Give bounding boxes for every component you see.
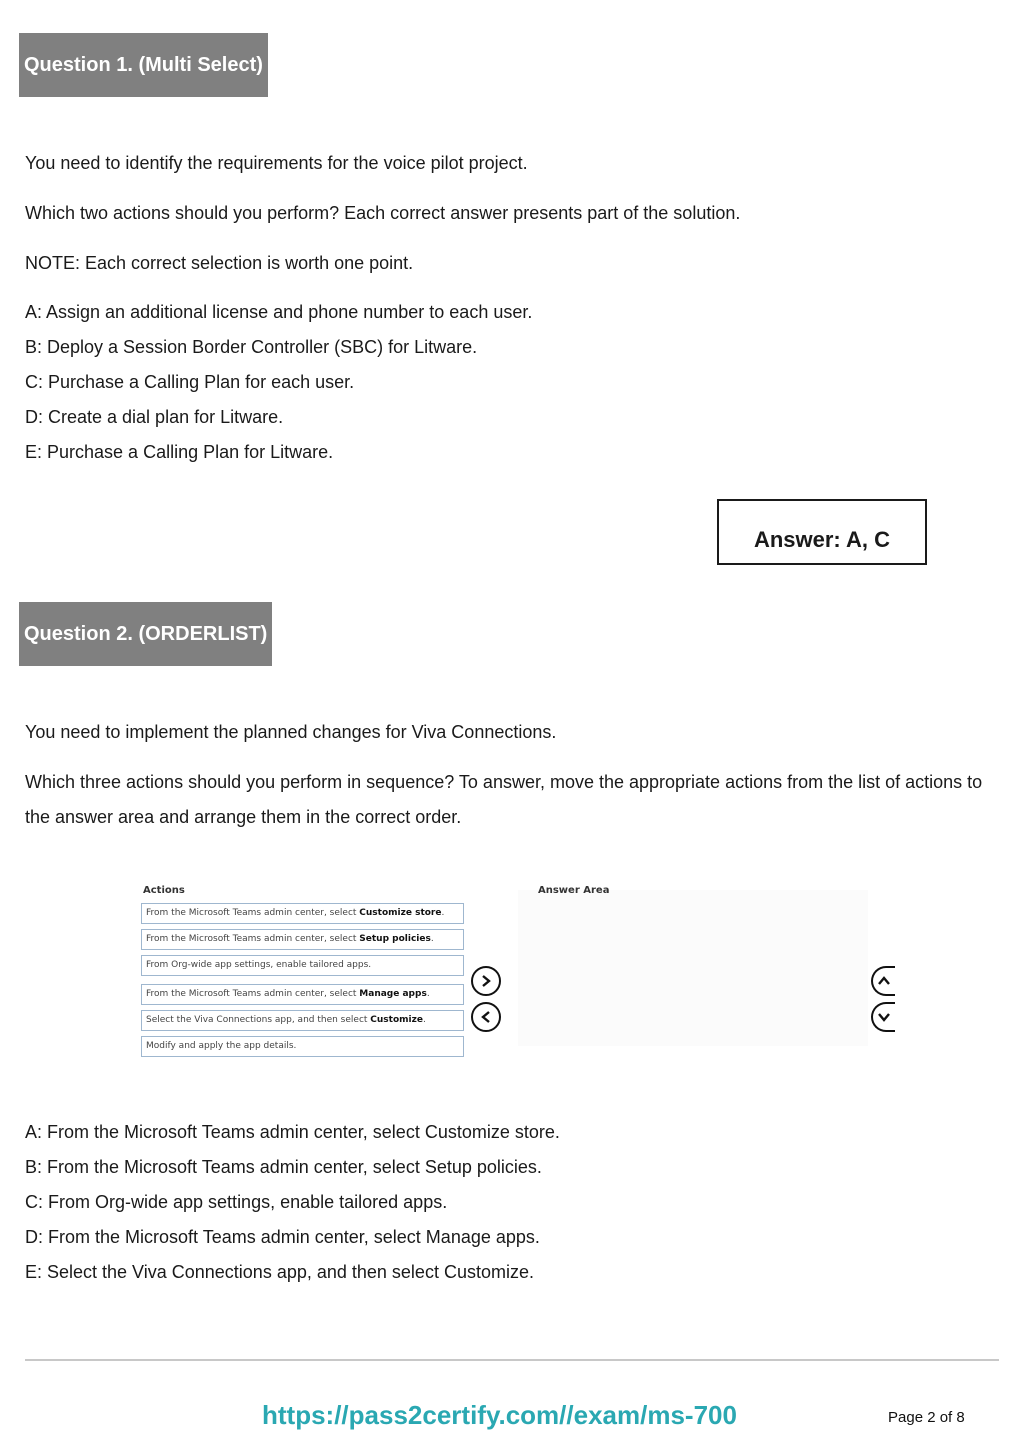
action-item[interactable]: From Org-wide app settings, enable tailored apps. [141, 955, 464, 976]
action-item[interactable]: Select the Viva Connections app, and then select Customize. [141, 1010, 464, 1031]
question-2-option-d: D: From the Microsoft Teams admin center, select Manage apps. [25, 1227, 540, 1247]
question-1-option-d: D: Create a dial plan for Litware. [25, 407, 284, 427]
question-1-instruction: Which two actions should you perform? Each correct answer presents part of the solution. [25, 203, 741, 223]
move-right-button[interactable] [471, 966, 501, 996]
question-1-option-c: C: Purchase a Calling Plan for each user. [25, 372, 355, 392]
question-2-stem: You need to implement the planned changes for Viva Connections. [25, 722, 557, 742]
question-2-option-a: A: From the Microsoft Teams admin center, select Customize store. [25, 1122, 560, 1142]
question-2-instruction: Which three actions should you perform in sequence? To answer, move the appropriate actions from the list of actions to the answer area and arrange them in the correct order. [25, 772, 983, 827]
question-1-stem: You need to identify the requirements for the voice pilot project. [25, 153, 528, 173]
answer-area[interactable] [518, 890, 868, 1046]
question-1-answer-box: Answer: A, C [717, 499, 927, 565]
footer-divider [25, 1359, 999, 1361]
action-item[interactable]: From the Microsoft Teams admin center, select Manage apps. [141, 984, 464, 1005]
chevron-up-icon [877, 974, 891, 988]
chevron-down-icon [877, 1010, 891, 1024]
question-1-note: NOTE: Each correct selection is worth one point. [25, 253, 414, 273]
question-2-header: Question 2. (ORDERLIST) [19, 602, 272, 666]
page-number: Page 2 of 8 [888, 1409, 965, 1426]
move-left-button[interactable] [471, 1002, 501, 1032]
question-1-option-e: E: Purchase a Calling Plan for Litware. [25, 442, 334, 462]
orderlist-exhibit [138, 880, 898, 1062]
question-2-option-b: B: From the Microsoft Teams admin center, select Setup policies. [25, 1157, 542, 1177]
move-down-button[interactable] [871, 1002, 895, 1032]
question-1-option-a: A: Assign an additional license and phone number to each user. [25, 302, 533, 322]
actions-title: Actions [143, 885, 185, 896]
footer-url-link[interactable]: https://pass2certify.com//exam/ms-700 [262, 1400, 737, 1430]
answer-area-title: Answer Area [538, 885, 610, 896]
move-up-button[interactable] [871, 966, 895, 996]
question-2-option-e: E: Select the Viva Connections app, and then select Customize. [25, 1262, 534, 1282]
chevron-left-icon [479, 1010, 493, 1024]
question-1-option-b: B: Deploy a Session Border Controller (SBC) for Litware. [25, 337, 478, 357]
question-2-option-c: C: From Org-wide app settings, enable tailored apps. [25, 1192, 448, 1212]
question-1-header: Question 1. (Multi Select) [19, 33, 268, 97]
action-item[interactable]: From the Microsoft Teams admin center, select Setup policies. [141, 929, 464, 950]
chevron-right-icon [479, 974, 493, 988]
action-item[interactable]: From the Microsoft Teams admin center, select Customize store. [141, 903, 464, 924]
action-item[interactable]: Modify and apply the app details. [141, 1036, 464, 1057]
